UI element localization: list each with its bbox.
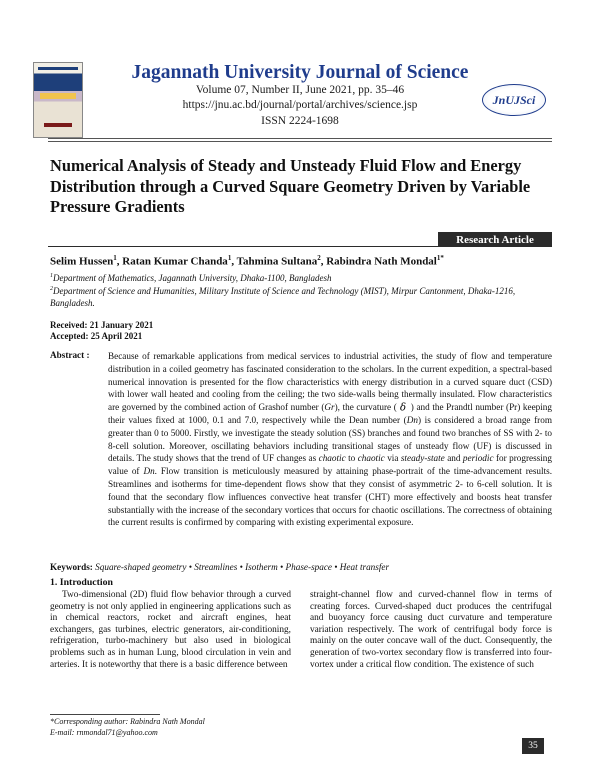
article-type-badge: Research Article (438, 232, 552, 247)
footnote-rule (50, 714, 160, 715)
author-aff: 1 (227, 254, 232, 262)
affiliation-mark: 1 (50, 273, 53, 279)
logo-text: JnUJSci (492, 92, 536, 107)
delta-symbol-icon (397, 401, 411, 412)
author-list: Selim Hussen$^1$, Ratan Kumar Chanda$^1$, Tahmina Sultana$^2$, Rabindra Nath Mondal$^{1*}$ (50, 254, 444, 268)
header-rule-top (48, 138, 552, 139)
article-type-rule (48, 246, 552, 247)
section-heading-introduction: 1. Introduction (50, 577, 113, 588)
affiliation (50, 283, 550, 309)
paper-title: Numerical Analysis of Steady and Unsteady Fluid Flow and Energy Distribution through a Curved Square Geometry Driven by Variable Pressure Gradients (50, 156, 531, 216)
author-email[interactable]: E-mail: rnmondal71@yahoo.com (50, 728, 158, 737)
page-number: 35 (522, 738, 544, 754)
author-aff: 1* (436, 254, 444, 262)
affiliation-mark: 2 (50, 286, 53, 292)
affiliation (50, 270, 550, 284)
author-name: Tahmina Sultana (236, 255, 318, 268)
author-aff: 2 (317, 254, 321, 262)
author-name: Ratan Kumar Chanda (122, 255, 228, 268)
svg-text:δ: δ (399, 402, 406, 413)
affiliation-text: Department of Mathematics, Jagannath University, Dhaka-1100, Bangladesh (53, 273, 332, 283)
introduction-right-column: straight-channel flow and curved-channel flow in terms of creating forces. Curved-shaped duct produces the centrifugal and buoyancy force causing duct curvature and temperature variation respectively. The work of centrifugal body force is mainly on the outer concave wall of the duct. Consequently, the generation of two-vortex secondary flow is transferred into four-vortex under a critical flow condition. The existence of such (310, 590, 552, 670)
author-aff: 1 (113, 254, 117, 262)
introduction-left-column: Two-dimensional (2D) fluid flow behavior through a curved geometry is not only applied in engineering applications such as in chemical reactors, rocket and aircraft engines, heat exchangers, gas turbines, electric generators, air-conditioning, refrigeration, turbo-machinery but also used in biological problems such as in human Lung, blood circulation in vein and arteries. It is noteworthy that there is a basic difference between (50, 590, 291, 670)
corresponding-author: *Corresponding author: Rabindra Nath Mondal (50, 717, 205, 726)
accepted-date: Accepted: 25 April 2021 (50, 331, 143, 341)
keywords-list: Square-shaped geometry • Streamlines • Isotherm • Phase-space • Heat transfer (95, 562, 390, 572)
abstract-text: Because of remarkable applications from medical services to industrial activities, the study of flow and temperature distribution in a coiled geometry has fascinated consideration to the scholars. In the current expedition, a spectral-based numerical innovation is presented for the flow characteristics with energy distribution in a curved square duct (CSD) with lower wall heated and cooling from the ceiling; the two side-walls being thermally insulated. Flow characteristics are governed by the combined action of Grashof number (Gr), the curvature ( δ ) and the Prandtl number (Pr) keeping their values fixed at 1000, 0.1 and 7.0, respectively while the Dean number (Dn) is considered a broad range from greater than 0 to 5000. Firstly, we investigate the steady solution (SS) branches and found two branches of SS with 2- to 8-cell solution. Moreover, oscillating behaviors including transitional stages of unsteady flow (UF) is discussed in details. The study shows that the trend of UF changes as chaotic to chaotic via steady-state and periodic for progressing value of Dn. Flow transition is meticulously measured by attaining phase-portrait of the time-advancement results. Streamlines and isotherms for time-dependent flows show that they consist of asymmetric 2- to 6-cell solution. It is found that the secondary flow influences convective heat transfer (CHT) more effectively and boosts heat transfer substantially with the increase of the secondary vortices that occurs for chaotic oscillations. The correctness of obtaining the current results is confirmed by comparing with existing experimental exposure. (108, 351, 552, 528)
volume-line: Volume 07, Number II, June 2021, pp. 35–46 (195, 84, 405, 96)
received-date: Received: 21 January 2021 (50, 320, 154, 330)
issn: ISSN 2224-1698 (261, 115, 339, 127)
journal-title: Jagannath University Journal of Science (131, 62, 469, 83)
abstract-label: Abstract : (50, 350, 90, 360)
keywords (50, 562, 550, 572)
keywords-label: Keywords: (50, 562, 93, 572)
journal-url[interactable]: https://jnu.ac.bd/journal/portal/archives/science.jsp (182, 99, 418, 111)
header-rule-bottom (48, 141, 552, 142)
author-name: Rabindra Nath Mondal (326, 255, 437, 268)
journal-logo (482, 84, 546, 116)
author-name: Selim Hussen (50, 255, 114, 268)
affiliation-text: Department of Science and Humanities, Military Institute of Science and Technology (MIST), Mirpur Cantonment, Dhaka-1216, Bangladesh. (50, 286, 516, 308)
